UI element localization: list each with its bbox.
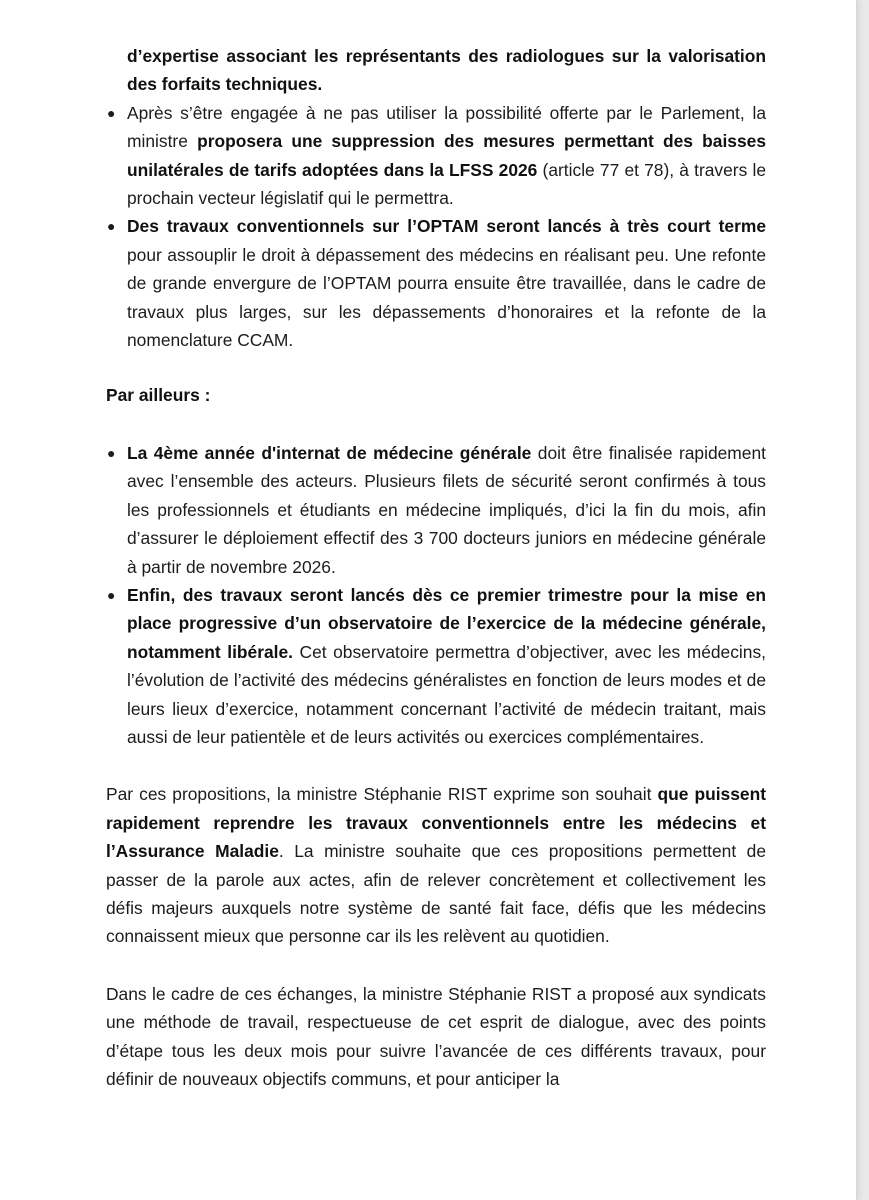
bullet-continuation bbox=[106, 42, 766, 99]
bullet-item-internat bbox=[106, 439, 766, 581]
bullet-item-lfss bbox=[106, 99, 766, 213]
bullet-observatoire-text-post: Cet observatoire permettra d’objectiver, avec les médecins, l’évolution de l’activité des médecins généralistes en fonction de leurs modes et de leurs lieux d’exercice, notamment concernant l’activité de médecin traitant, mais aussi de leur patientèle et de leurs activités ou exercices complémentaires. bbox=[127, 641, 766, 747]
bullet-list-first bbox=[106, 99, 766, 355]
bullet-lfss-text-pre: Après s’être engagée à ne pas utiliser la possibilité offerte par le Parlement, la ministre bbox=[127, 102, 766, 152]
section-heading: Par ailleurs : bbox=[106, 385, 211, 406]
bullet-lfss-text-post: (article 77 et 78), à travers le prochain vecteur législatif qui le permettra. bbox=[127, 159, 767, 209]
bullet-item-observatoire bbox=[106, 581, 766, 751]
bullet-dot-icon: ● bbox=[107, 444, 116, 461]
document-body bbox=[106, 42, 766, 1093]
bullet-list-second bbox=[106, 439, 766, 751]
bullet-internat-text-post: doit être finalisée rapidement avec l’ensemble des acteurs. Plusieurs filets de sécurité seront confirmés à tous les professionnels et étudiants en médecine impliqués, d’ici la fin du mois, afin d’assurer le déploiement effectif des 3 700 docteurs juniors en médecine générale à partir de novembre 2026. bbox=[127, 442, 766, 577]
bullet-dot-icon: ● bbox=[107, 586, 116, 603]
bullet-observatoire-text-bold: Enfin, des travaux seront lancés dès ce premier trimestre pour la mise en place progressive d’un observatoire de l’exercice de la médecine générale, notamment libérale. bbox=[127, 584, 766, 662]
paragraph-methode: Dans le cadre de ces échanges, la ministre Stéphanie RIST a proposé aux syndicats une méthode de travail, respectueuse de cet esprit de dialogue, avec des points d’étape tous les deux mois pour suivre l’avancée de ces différents travaux, pour définir de nouveaux objectifs communs, et pour anticiper la bbox=[106, 983, 766, 1089]
paragraph-propositions-post: . La ministre souhaite que ces propositions permettent de passer de la parole aux actes, afin de relever concrètement et collectivement les défis majeurs auxquels notre système de santé fait face, défis que les médecins connaissent mieux que personne car ils les relèvent au quotidien. bbox=[106, 841, 767, 947]
paragraph-propositions bbox=[106, 780, 766, 950]
paragraph-propositions-bold: que puissent rapidement reprendre les travaux conventionnels entre les médecins et l’Assurance Maladie bbox=[106, 784, 766, 862]
bullet-item-optam bbox=[106, 212, 766, 354]
bullet-optam-text-post: pour assouplir le droit à dépassement des médecins en réalisant peu. Une refonte de grande envergure de l’OPTAM pourra ensuite être travaillée, dans le cadre de travaux plus larges, sur les dépassements d’honoraires et la refonte de la nomenclature CCAM. bbox=[127, 244, 766, 351]
bullet-lfss-text-bold: proposera une suppression des mesures permettant des baisses unilatérales de tarifs adoptées dans la LFSS 2026 bbox=[127, 131, 766, 180]
bullet-optam-text-bold: Des travaux conventionnels sur l’OPTAM seront lancés à très court terme bbox=[127, 216, 766, 237]
bullet-dot-icon: ● bbox=[107, 104, 116, 121]
paragraph-propositions-pre: Par ces propositions, la ministre Stéphanie RIST exprime son souhait bbox=[106, 784, 658, 805]
bullet-dot-icon: ● bbox=[107, 218, 116, 235]
bullet-internat-text-bold: La 4ème année d'internat de médecine générale bbox=[127, 442, 532, 463]
bullet-continuation-bold: d’expertise associant les représentants des radiologues sur la valorisation des forfaits techniques. bbox=[127, 46, 766, 95]
